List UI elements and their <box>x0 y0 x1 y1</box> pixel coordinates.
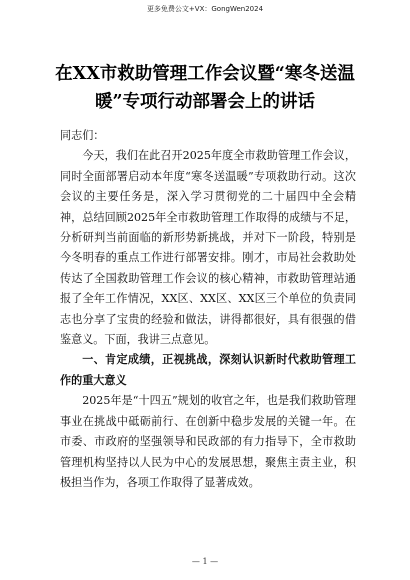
document-body <box>60 126 356 493</box>
title-line-2: 暖”专项行动部署会上的讲话 <box>94 92 316 112</box>
title-line-1: 在XX市救助管理工作会议暨“寒冬送温 <box>55 64 355 84</box>
paragraph-section-1: 2025年是“十四五”规划的收官之年，也是我们救助管理事业在挑战中砥砺前行、在创新中稳步发展的关键一年。在市委、市政府的坚强领导和民政部的有力指导下，全市救助管理机构坚持以人民为中心的发展思想，聚焦主责主业，积极担当作为，各项工作取得了显著成效。 <box>60 394 356 489</box>
document-title <box>40 60 370 116</box>
paragraph-intro: 今天，我们在此召开2025年度全市救助管理工作会议，同时全面部署启动本年度“寒冬送温暖”专项救助行动。这次会议的主要任务是，深入学习贯彻党的二十届四中全会精神，总结回顾2025年全市救助管理工作取得的成绩与不足，分析研判当前面临的新形势新挑战，并对下一阶段，特别是今冬明春的重点工作进行部署安排。刚才，市局社会救助处传达了全国救助管理工作会议的核心精神，市救助管理站通报了全年工作情况，XX区、XX区、XX区三个单位的负责同志也分享了宝贵的经验和做法，讲得都很好，具有很强的借鉴意义。下面，我讲三点意见。 <box>60 149 356 347</box>
section-heading-1: 一、肯定成绩，正视挑战，深刻认识新时代救助管理工作的重大意义 <box>60 353 356 387</box>
page-number: — 1 — <box>191 557 219 566</box>
greeting: 同志们： <box>60 129 105 142</box>
header-promo-text: 更多免费公文+VX：GongWen2024 <box>146 5 264 13</box>
